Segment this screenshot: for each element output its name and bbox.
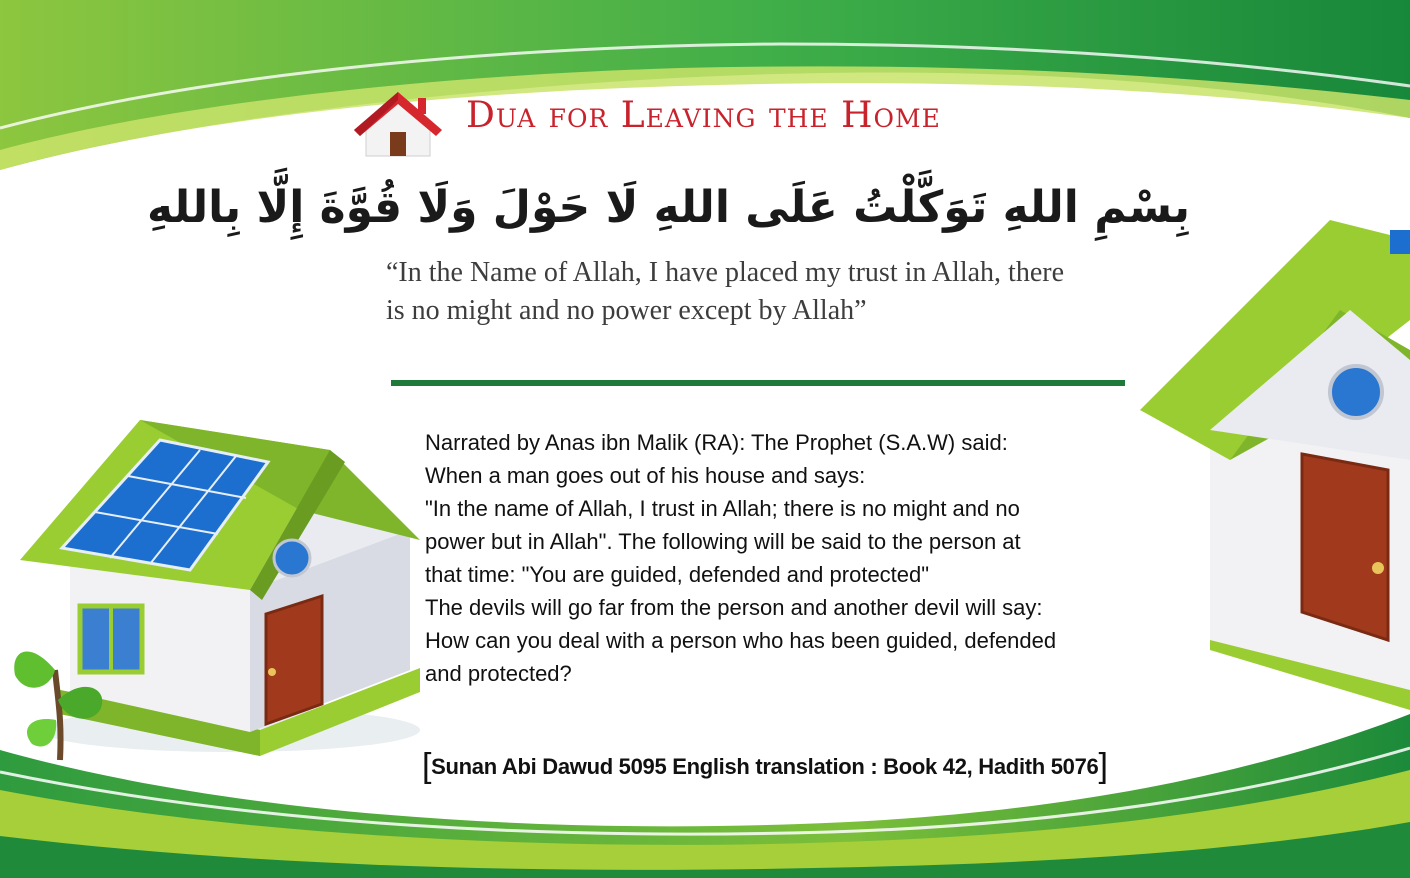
narration-line: power but in Allah". The following will be said to the person at [425, 529, 1021, 554]
reference-open-bracket: [ [422, 747, 432, 785]
narration-line: and protected? [425, 661, 572, 686]
house-solar-illustration [0, 400, 440, 780]
arabic-dua-text: بِسْمِ اللهِ تَوَكَّلْتُ عَلَى اللهِ لَا حَوْلَ وَلَا قُوَّةَ إِلَّا بِاللهِ [146, 182, 1190, 233]
hadith-narration [425, 426, 1145, 690]
hadith-reference [422, 746, 1108, 786]
reference-text: Sunan Abi Dawud 5095 English translation : Book 42, Hadith 5076 [431, 754, 1099, 779]
narration-line: "In the name of Allah, I trust in Allah; there is no might and no [425, 496, 1020, 521]
narration-line: How can you deal with a person who has been guided, defended [425, 628, 1057, 653]
narration-line: When a man goes out of his house and says: [425, 463, 866, 488]
narration-line: that time: "You are guided, defended and protected" [425, 562, 930, 587]
green-divider-line [391, 380, 1125, 386]
narration-line: Narrated by Anas ibn Malik (RA): The Prophet (S.A.W) said: [425, 430, 1008, 455]
reference-close-bracket: ] [1098, 747, 1108, 785]
narration-line: The devils will go far from the person and another devil will say: [425, 595, 1043, 620]
page-title: Dua for Leaving the Home [466, 95, 941, 136]
dua-translation [386, 254, 1206, 330]
red-roof-house-icon [352, 86, 444, 160]
translation-line-2: is no might and no power except by Allah” [386, 295, 867, 326]
translation-line-1: “In the Name of Allah, I have placed my trust in Allah, there [386, 257, 1065, 288]
